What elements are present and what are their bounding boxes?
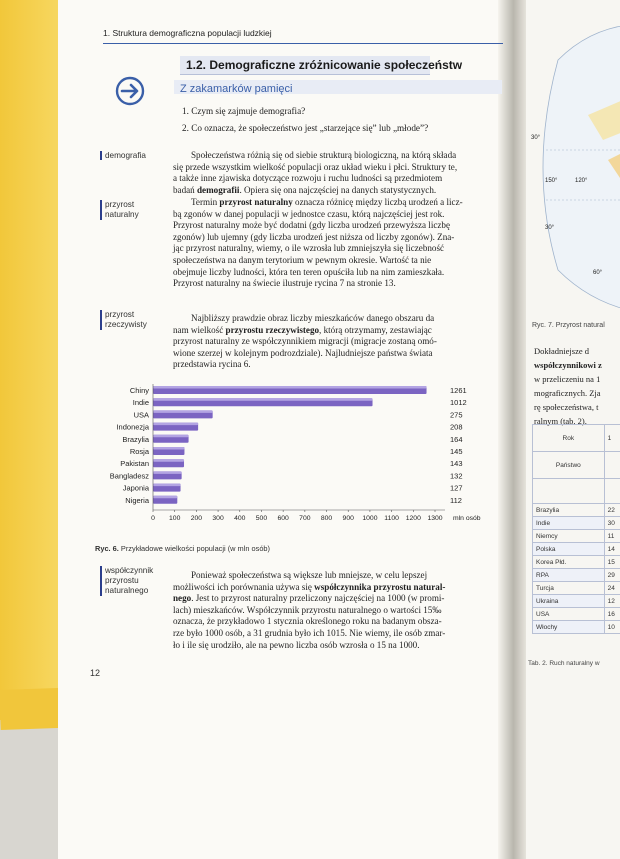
bar-highlight-5 (153, 435, 189, 438)
natural-movement-table: Rok 1 Państwo Brazylia 22 Indie 30 Niemcy 11 Polska 14 Korea Płd. 15 RPA 29 Turcja 24 Ukraina 12 USA 16 Włochy 10 (532, 424, 620, 634)
map-label-5: 60° (593, 270, 603, 276)
population-bar-chart (95, 378, 515, 548)
bar-value-5: 164 (450, 434, 463, 444)
arrow-circle-icon (114, 75, 146, 107)
x-tick-label-7: 700 (299, 515, 311, 522)
bar-value-1: 1261 (450, 386, 467, 395)
bar-value-6: 145 (450, 447, 463, 456)
margin-term-przyrost-naturalny: przyrost naturalny (105, 200, 139, 219)
bar-highlight-8 (153, 471, 182, 474)
x-axis-label: mln osób (453, 515, 481, 522)
paragraph-przyrost-rzeczywisty: Najbliższy prawdzie obraz liczby mieszkańców danego obszaru da nam wielkość przyrostu rzeczywistego, którą otrzymamy, zestawiając przyrost naturalny ze współczynnikiem migracji (migracje zostaną omó- wione szerzej w kolejnym podrozdziale). Najludniejsze państwa świata przedstawia rycina 6. (173, 313, 437, 370)
bar-value-10: 112 (450, 495, 462, 505)
paragraph-intro: Społeczeństwa różnią się od siebie strukturą biologiczną, na którą składa się przede wszystkim wielkość populacji oraz układ wieku i płci. Struktury te, a także inne zjawiska dotyczące rozwoju i ruchu ludności są przedmiotem badań demografii. Opiera się ona najczęściej na danych statystycznych. (173, 150, 458, 195)
bar-highlight-6 (153, 447, 184, 450)
x-tick-label-2: 200 (190, 515, 203, 522)
bar-value-7: 143 (450, 459, 463, 469)
section-title: 1.2. Demograficzne zróżnicowanie społeczeństw (186, 58, 463, 72)
margin-bar-wspolczynnik (100, 566, 102, 596)
bar-value-9: 127 (450, 483, 463, 493)
map-label-1: 30° (531, 135, 541, 141)
bar-value-8: 132 (450, 471, 463, 481)
bar-highlight-2 (153, 398, 373, 401)
bar-value-4: 208 (450, 422, 463, 432)
bar-label-3: USA (133, 410, 149, 420)
memory-heading: Z zakamarków pamięci (180, 83, 293, 95)
bar-highlight-3 (153, 410, 213, 413)
bar-label-8: Bangladesz (109, 471, 149, 481)
bar-value-2: 1012 (450, 398, 467, 408)
x-tick-label-6: 600 (277, 515, 289, 522)
header-rule (103, 43, 503, 44)
bar-value-3: 275 (450, 410, 463, 420)
bar-label-2: Indie (132, 398, 149, 408)
map-label-2: 150° (545, 178, 558, 184)
world-map-fragment (528, 20, 620, 320)
margin-term-przyrost-rzeczywisty: przyrost rzeczywisty (105, 310, 147, 329)
right-page-text: Dokładniejsze d współczynnikowi z w przeliczeniu na 1 mograficznych. Zja rę społeczeństwa, t ralnym (tab. 2). (534, 346, 602, 426)
x-tick-label-10: 1000 (362, 515, 378, 522)
yellow-cover-edge (0, 0, 62, 720)
x-tick-label-8: 800 (320, 515, 333, 522)
bar-highlight-7 (153, 459, 184, 462)
x-tick-label-0: 0 (151, 515, 155, 522)
x-tick-label-3: 300 (212, 515, 224, 522)
map-caption: Ryc. 7. Przyrost natural (532, 322, 605, 329)
x-tick-label-4: 400 (234, 515, 246, 522)
bar-highlight-1 (153, 386, 427, 389)
bar-label-4: Indonezja (116, 422, 149, 432)
page-number: 12 (90, 668, 101, 678)
paragraph-wspolczynnik: Ponieważ społeczeństwa są większe lub mniejsze, w celu lepszej możliwości ich porównania używa się współczynnika przyrostu natural- nego. Jest to przyrost naturalny przeliczony najczęściej na 1000 (w promi- lach) mieszkańców. Współczynnik przyrostu naturalnego o wartości 15‰ oznacza, że przykładowo 1 stycznia określonego roku na badanym obsza- rze było 1000 osób, a 31 grudnia było ich 1015. Nie wiemy, ile osób zmar- ło i ile się urodziło, ale na pewno liczba osób wzrosła o 15 na 1000. (173, 570, 446, 650)
bar-highlight-9 (153, 484, 181, 487)
x-tick-label-11: 1100 (384, 515, 399, 522)
x-tick-label-9: 900 (342, 515, 354, 522)
bar-highlight-10 (153, 496, 177, 499)
margin-bar-przyrost-rzeczywisty (100, 310, 102, 330)
map-label-4: 30° (545, 225, 555, 231)
memory-question-1: 1. Czym się zajmuje demografia? (182, 106, 306, 116)
figure-caption: Ryc. 6. Przykładowe wielkości populacji (w mln osób) (95, 544, 271, 553)
margin-bar-demografia (100, 151, 102, 160)
table-caption: Tab. 2. Ruch naturalny w (528, 660, 600, 667)
margin-term-wspolczynnik: współczynnik przyrostu naturalnego (105, 566, 154, 595)
running-head: 1. Struktura demograficzna populacji ludzkiej (103, 28, 272, 38)
margin-bar-przyrost-naturalny (100, 200, 102, 220)
paragraph-przyrost-naturalny: Termin przyrost naturalny oznacza różnicę między liczbą urodzeń a licz- bą zgonów w danej populacji w jednostce czasu, którą najczęściej jest rok. Przyrost naturalny może być dodatni (gdy liczba urodzeń przewyższa liczbę zgonów) lub ujemny (gdy liczba urodzeń jest niższa od liczby zgonów). Zna- jąc przyrost naturalny, wiemy, o ile wzrosła lub zmniejszyła się liczebność społeczeństwa na danym terytorium w pewnym okresie. Wartość ta nie obejmuje liczby ludności, która ten teren opuściła lub na nim zamieszkała. Przyrost naturalny na świecie ilustruje rycina 7 na stronie 13. (173, 197, 463, 289)
x-tick-label-12: 1200 (405, 515, 421, 522)
map-label-3: 120° (575, 178, 588, 184)
bar-label-6: Rosja (129, 447, 149, 456)
x-tick-label-1: 100 (169, 515, 181, 522)
margin-term-demografia: demografia (105, 151, 146, 160)
x-tick-label-5: 500 (255, 515, 268, 522)
x-tick-label-13: 1300 (427, 515, 443, 522)
memory-question-2: 2. Co oznacza, że społeczeństwo jest „starzejące się” lub „młode”? (182, 123, 429, 133)
bar-label-1: Chiny (129, 386, 149, 395)
bar-label-9: Japonia (122, 483, 149, 493)
bar-label-10: Nigeria (125, 495, 149, 505)
bar-label-7: Pakistan (120, 459, 149, 469)
bar-label-5: Brazylia (122, 434, 149, 444)
bar-highlight-4 (153, 423, 198, 426)
